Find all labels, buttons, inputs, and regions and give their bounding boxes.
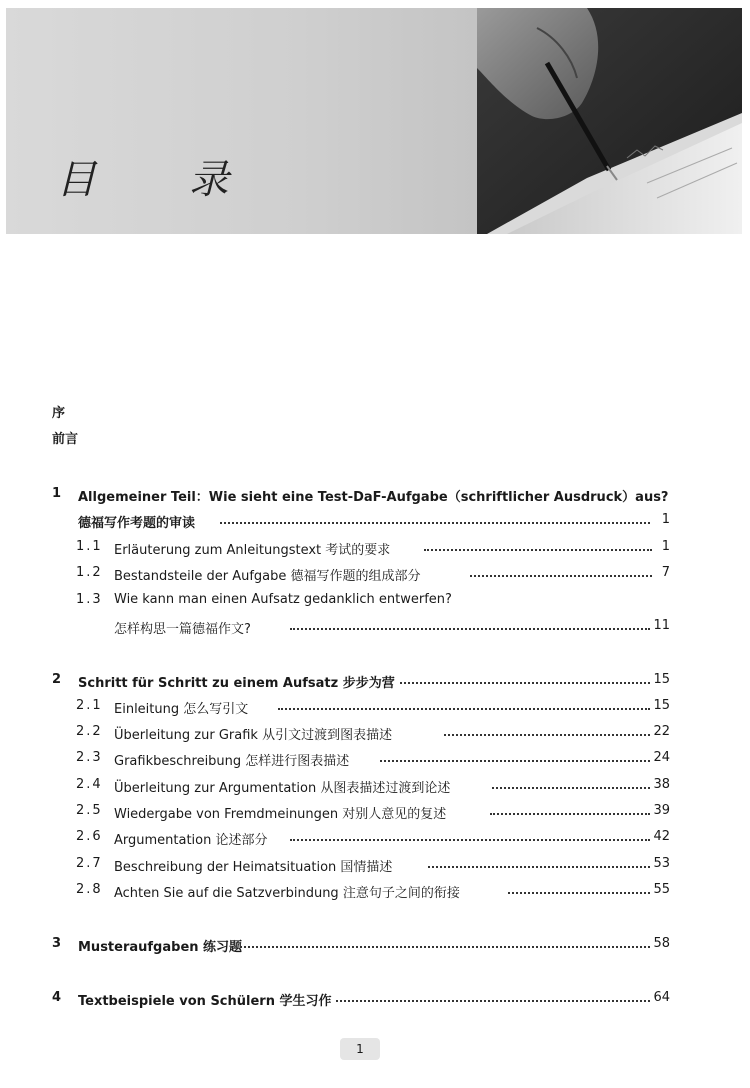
- footer-page-number: 1: [340, 1038, 380, 1060]
- page-ref: 15: [653, 672, 670, 687]
- leader-dots: [380, 744, 650, 762]
- section-title: Beschreibung der Heimatsituation 国情描述: [114, 860, 393, 875]
- section-title: Argumentation 论述部分: [114, 833, 268, 848]
- toc-chapter-1-subtitle: [0, 512, 750, 534]
- page-ref: 1: [661, 512, 670, 527]
- chapter-title: Textbeispiele von Schülern 学生习作: [78, 994, 332, 1009]
- chapter-title: Musteraufgaben 练习题: [78, 940, 243, 955]
- leader-dots: [400, 666, 650, 684]
- leader-dots: [424, 533, 652, 551]
- section-number: 2.1: [76, 698, 103, 713]
- page-ref: 15: [653, 698, 670, 713]
- chapter-number: 2: [52, 672, 62, 687]
- writing-hand-photo: [477, 8, 742, 234]
- toc-chapter-4: [0, 990, 750, 1012]
- section-number: 1.3: [76, 592, 103, 607]
- section-title: Erläuterung zum Anleitungstext 考试的要求: [114, 543, 391, 558]
- section-title: Überleitung zur Argumentation 从图表描述过渡到论述: [114, 781, 451, 796]
- page-ref: 55: [653, 882, 670, 897]
- section-title-continued: 怎样构思一篇德福作文?: [114, 622, 251, 637]
- page-ref: 11: [653, 618, 670, 633]
- toc-chapter-1: [0, 486, 750, 508]
- section-number: 1.1: [76, 539, 103, 554]
- chapter-subtitle: 德福写作考题的审读: [78, 516, 196, 531]
- page-ref: 1: [661, 539, 670, 554]
- page-ref: 42: [653, 829, 670, 844]
- chapter-number: 3: [52, 936, 62, 951]
- toc-section-1-3-cont: [0, 618, 750, 640]
- toc-section-2-2: [0, 724, 750, 746]
- chapter-title: Allgemeiner Teil：Wie sieht eine Test-DaF-Aufgabe（schriftlicher Ausdruck）aus?: [78, 490, 669, 505]
- leader-dots: [290, 823, 650, 841]
- page-ref: 53: [653, 856, 670, 871]
- chapter-title: Schritt für Schritt zu einem Aufsatz 步步为营: [78, 676, 395, 691]
- chapter-number: 4: [52, 990, 62, 1005]
- section-number: 2.4: [76, 777, 103, 792]
- section-title: Achten Sie auf die Satzverbindung 注意句子之间的衔接: [114, 886, 460, 901]
- section-title: Überleitung zur Grafik 从引文过渡到图表描述: [114, 728, 393, 743]
- section-number: 2.5: [76, 803, 103, 818]
- section-title: Grafikbeschreibung 怎样进行图表描述: [114, 754, 350, 769]
- leader-dots: [508, 876, 650, 894]
- toc-section-2-3: [0, 750, 750, 772]
- toc-section-1-2: [0, 565, 750, 587]
- section-title: Einleitung 怎么写引文: [114, 702, 249, 717]
- leader-dots: [444, 718, 650, 736]
- leader-dots: [240, 930, 650, 948]
- page-ref: 24: [653, 750, 670, 765]
- section-title: Wiedergabe von Fremdmeinungen 对别人意见的复述: [114, 807, 447, 822]
- section-number: 2.2: [76, 724, 103, 739]
- leader-dots: [336, 984, 650, 1002]
- toc-preface: 序: [52, 406, 66, 421]
- toc-section-2-5: [0, 803, 750, 825]
- toc-section-2-4: [0, 777, 750, 799]
- page-title: 目 录: [56, 157, 269, 203]
- toc-section-2-6: [0, 829, 750, 851]
- page-ref: 22: [653, 724, 670, 739]
- toc-section-2-8: [0, 882, 750, 904]
- toc-section-1-1: [0, 539, 750, 561]
- page-ref: 7: [661, 565, 670, 580]
- section-number: 2.8: [76, 882, 103, 897]
- leader-dots: [470, 559, 652, 577]
- section-number: 2.3: [76, 750, 103, 765]
- chapter-number: 1: [52, 486, 62, 501]
- page-ref: 64: [653, 990, 670, 1005]
- page-ref: 39: [653, 803, 670, 818]
- section-number: 2.7: [76, 856, 103, 871]
- leader-dots: [220, 506, 650, 524]
- section-number: 1.2: [76, 565, 103, 580]
- section-number: 2.6: [76, 829, 103, 844]
- toc-section-1-3: [0, 592, 750, 614]
- page-ref: 58: [653, 936, 670, 951]
- section-title: Bestandsteile der Aufgabe 德福写作题的组成部分: [114, 569, 421, 584]
- toc-chapter-2: [0, 672, 750, 694]
- page-ref: 38: [653, 777, 670, 792]
- leader-dots: [278, 692, 650, 710]
- leader-dots: [290, 612, 650, 630]
- toc-foreword: 前言: [52, 432, 79, 447]
- leader-dots: [428, 850, 650, 868]
- toc-chapter-3: [0, 936, 750, 958]
- toc-section-2-7: [0, 856, 750, 878]
- toc-section-2-1: [0, 698, 750, 720]
- leader-dots: [490, 797, 650, 815]
- leader-dots: [492, 771, 650, 789]
- section-title: Wie kann man einen Aufsatz gedanklich entwerfen?: [114, 592, 452, 607]
